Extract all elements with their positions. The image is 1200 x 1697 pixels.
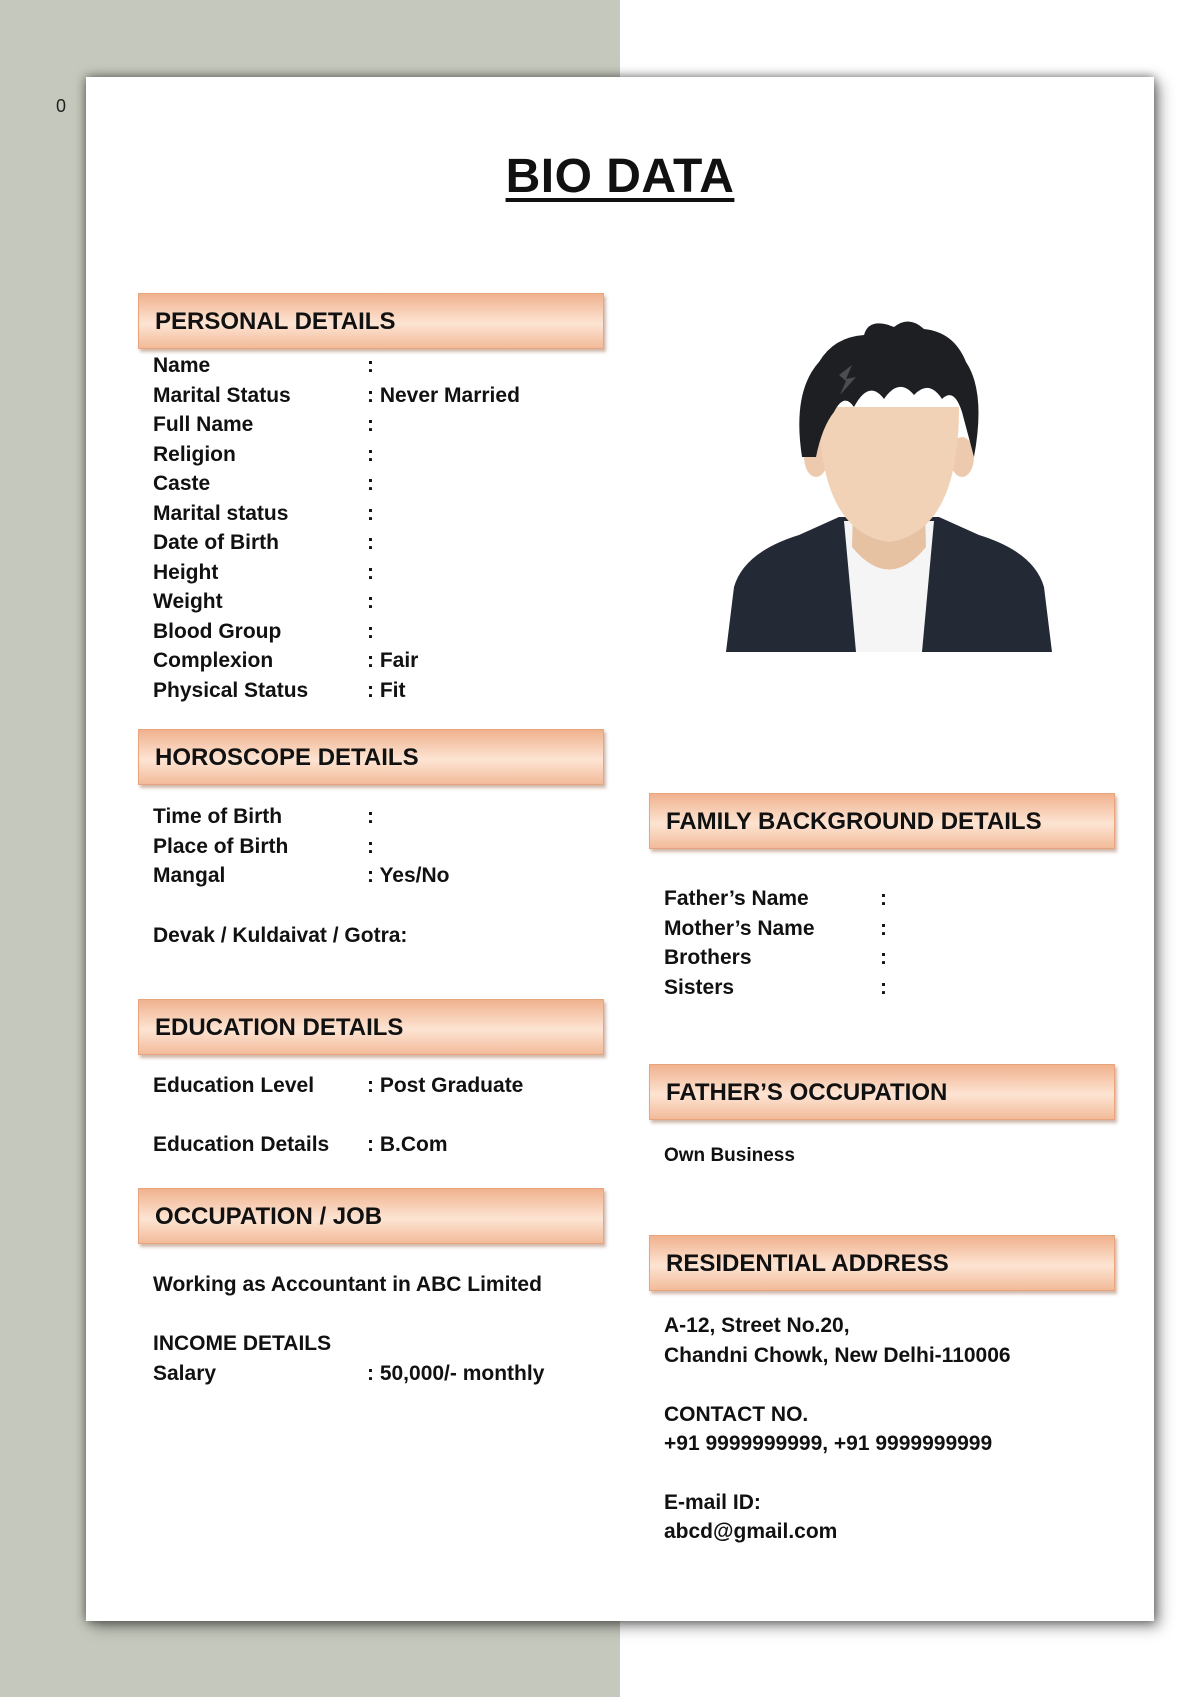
profile-photo-avatar	[704, 307, 1074, 657]
personal-row-label: Marital status	[153, 501, 289, 525]
contact-heading: CONTACT NO.	[664, 1403, 809, 1426]
biodata-sheet	[86, 77, 1154, 1621]
horoscope-row-value: :	[367, 834, 374, 858]
fathers-occupation-text: Own Business	[664, 1145, 795, 1166]
family-row-value: :	[880, 946, 887, 969]
income-details-heading: INCOME DETAILS	[153, 1332, 332, 1355]
personal-row-value: :	[367, 501, 374, 525]
personal-row-label: Full Name	[153, 413, 254, 436]
email-heading: E-mail ID:	[664, 1491, 761, 1514]
horoscope-row-label: Time of Birth	[153, 805, 283, 828]
family-row-label: Sisters	[664, 975, 735, 999]
personal-row-label: Caste	[153, 472, 211, 495]
email-value[interactable]: abcd@gmail.com	[664, 1520, 838, 1543]
education-level-label: Education Level	[153, 1074, 315, 1097]
family-row-value: :	[880, 916, 887, 940]
personal-row-value: :	[367, 619, 374, 643]
personal-row-label: Name	[153, 354, 211, 377]
fathers-occupation-header: FATHER’S OCCUPATION	[649, 1064, 1115, 1120]
personal-row-value: :	[367, 472, 374, 495]
education-details-label: Education Details	[153, 1133, 330, 1156]
personal-row-value: : Fit	[367, 678, 406, 702]
residential-address-header: RESIDENTIAL ADDRESS	[649, 1235, 1115, 1291]
education-level-value: : Post Graduate	[367, 1074, 524, 1097]
personal-row-label: Weight	[153, 590, 223, 613]
education-details-value: : B.Com	[367, 1133, 448, 1156]
personal-row-label: Marital Status	[153, 383, 291, 407]
personal-row-value: :	[367, 560, 374, 584]
personal-row-value: : Never Married	[367, 383, 520, 407]
devak-gotra-label: Devak / Kuldaivat / Gotra:	[153, 924, 408, 947]
personal-row-label: Religion	[153, 442, 236, 466]
personal-row-value: :	[367, 590, 374, 613]
occupation-text: Working as Accountant in ABC Limited	[153, 1273, 542, 1296]
page-number: 0	[56, 96, 67, 116]
personal-row-value: :	[367, 354, 374, 377]
horoscope-row-label: Place of Birth	[153, 834, 289, 858]
page-title: BIO DATA	[505, 150, 735, 203]
salary-label: Salary	[153, 1362, 217, 1385]
personal-row-value: :	[367, 442, 374, 466]
personal-row-value: :	[367, 531, 374, 554]
personal-row-label: Height	[153, 560, 219, 584]
horoscope-row-value: :	[367, 805, 374, 828]
horoscope-row-value: : Yes/No	[367, 864, 450, 887]
occupation-header: OCCUPATION / JOB	[138, 1188, 604, 1244]
education-details-header: EDUCATION DETAILS	[138, 999, 604, 1055]
family-row-label: Mother’s Name	[664, 916, 815, 940]
personal-row-value: :	[367, 413, 374, 436]
family-background-header: FAMILY BACKGROUND DETAILS	[649, 793, 1115, 849]
salary-value: : 50,000/- monthly	[367, 1362, 545, 1385]
personal-row-label: Complexion	[153, 649, 274, 672]
horoscope-details-header: HOROSCOPE DETAILS	[138, 729, 604, 785]
contact-value: +91 9999999999, +91 9999999999	[664, 1432, 993, 1455]
personal-row-value: : Fair	[367, 649, 419, 672]
family-row-label: Father’s Name	[664, 887, 809, 910]
family-row-value: :	[880, 975, 887, 999]
address-line-1: A-12, Street No.20,	[664, 1314, 850, 1337]
personal-row-label: Blood Group	[153, 619, 282, 643]
family-row-label: Brothers	[664, 946, 752, 969]
personal-row-label: Date of Birth	[153, 531, 279, 554]
address-line-2: Chandni Chowk, New Delhi-110006	[664, 1344, 1011, 1367]
personal-row-label: Physical Status	[153, 678, 309, 702]
horoscope-row-label: Mangal	[153, 864, 226, 887]
personal-details-header: PERSONAL DETAILS	[138, 293, 604, 349]
family-row-value: :	[880, 887, 887, 910]
